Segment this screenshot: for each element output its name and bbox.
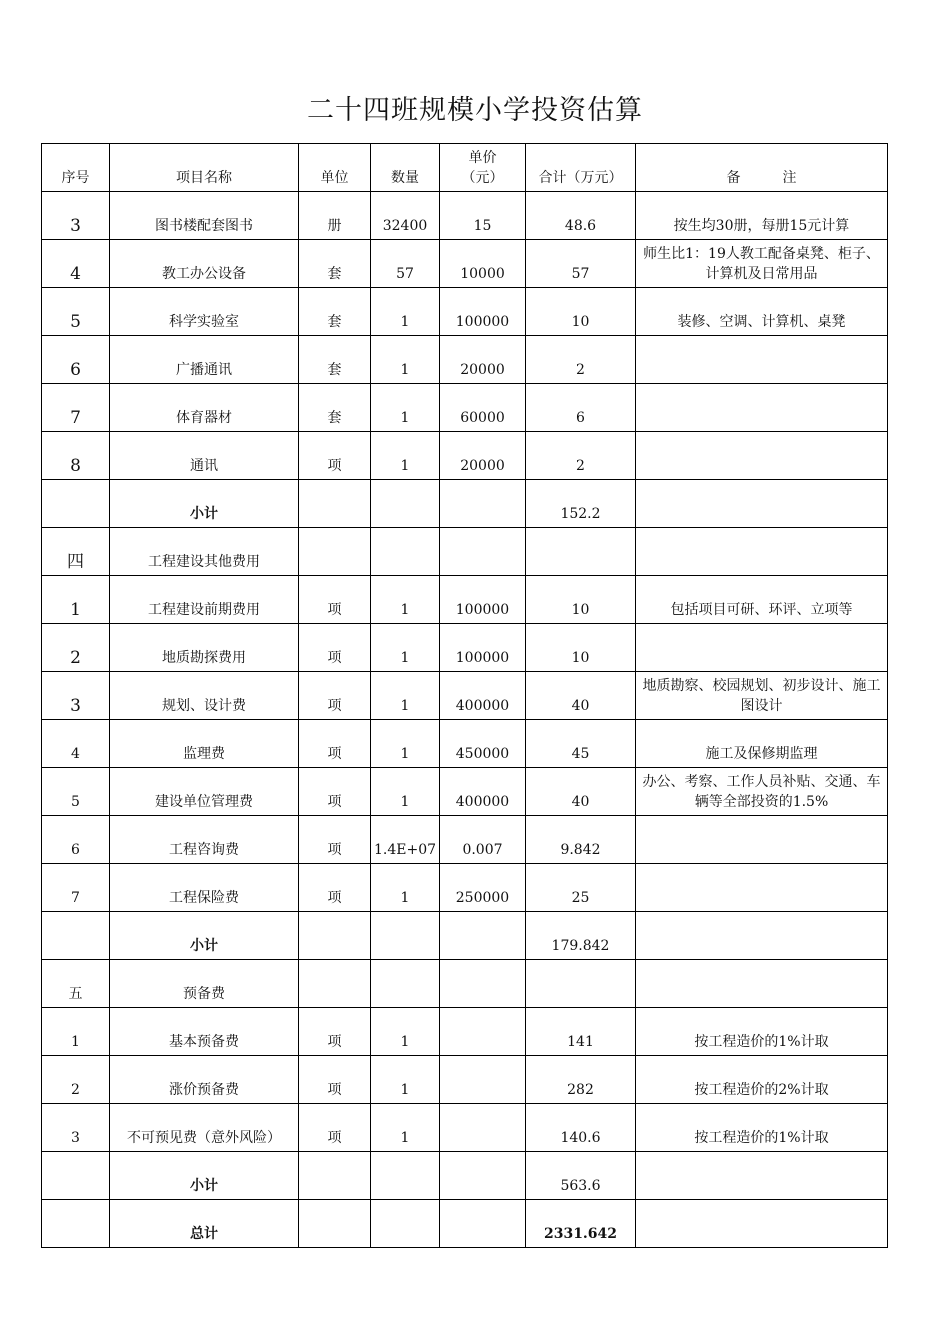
header-price-line2: （元）: [461, 170, 504, 186]
cell-note: 地质勘察、校园规划、初步设计、施工图设计: [636, 672, 888, 720]
cell-seq: 7: [42, 864, 110, 912]
cell-name: 工程建设前期费用: [110, 576, 299, 624]
table-row: [42, 864, 888, 912]
subtotal-row: [42, 480, 888, 528]
table-row: [42, 960, 888, 1008]
cell-name: 建设单位管理费: [110, 768, 299, 816]
cell-seq: 3: [42, 1104, 110, 1152]
cell-price: [440, 912, 526, 960]
table-row: [42, 768, 888, 816]
table-row: [42, 432, 888, 480]
cell-seq: 7: [42, 384, 110, 432]
cell-name: 不可预见费（意外风险）: [110, 1104, 299, 1152]
cell-price: [440, 1104, 526, 1152]
table-row: [42, 528, 888, 576]
cell-seq: 3: [42, 672, 110, 720]
cell-total: 2331.642: [526, 1200, 636, 1248]
cell-total: 140.6: [526, 1104, 636, 1152]
cell-name: 总计: [110, 1200, 299, 1248]
table-row: [42, 192, 888, 240]
cell-unit: 套: [299, 384, 371, 432]
table-row: [42, 720, 888, 768]
cell-name: 工程咨询费: [110, 816, 299, 864]
table-row: [42, 1104, 888, 1152]
cell-total: 57: [526, 240, 636, 288]
cell-total: 282: [526, 1056, 636, 1104]
cell-price: [440, 480, 526, 528]
cell-seq: [42, 1200, 110, 1248]
cell-unit: 项: [299, 672, 371, 720]
cell-note: 施工及保修期监理: [636, 720, 888, 768]
cell-qty: 1: [371, 672, 440, 720]
cell-unit: 项: [299, 720, 371, 768]
cell-total: [526, 960, 636, 1008]
cell-price: 10000: [440, 240, 526, 288]
header-qty: 数量: [371, 144, 440, 192]
cell-seq: [42, 912, 110, 960]
subtotal-row: [42, 912, 888, 960]
cell-price: 0.007: [440, 816, 526, 864]
cell-note: 办公、考察、工作人员补贴、交通、车辆等全部投资的1.5%: [636, 768, 888, 816]
cell-unit: 项: [299, 624, 371, 672]
cell-total: 10: [526, 624, 636, 672]
cell-price: [440, 1056, 526, 1104]
subtotal-row: [42, 1152, 888, 1200]
header-note: 备 注: [636, 144, 888, 192]
header-seq: 序号: [42, 144, 110, 192]
cell-total: 40: [526, 768, 636, 816]
cell-price: 100000: [440, 288, 526, 336]
cell-name: 小计: [110, 480, 299, 528]
cell-qty: 1: [371, 576, 440, 624]
cell-seq: 6: [42, 336, 110, 384]
cell-name: 工程建设其他费用: [110, 528, 299, 576]
cell-price: 450000: [440, 720, 526, 768]
cell-total: 141: [526, 1008, 636, 1056]
cell-price: 400000: [440, 768, 526, 816]
table-row: [42, 1008, 888, 1056]
cell-total: [526, 528, 636, 576]
cell-name: 图书楼配套图书: [110, 192, 299, 240]
cell-unit: 项: [299, 1104, 371, 1152]
cell-qty: 1: [371, 288, 440, 336]
cell-qty: [371, 960, 440, 1008]
cell-seq: [42, 480, 110, 528]
cell-unit: 项: [299, 768, 371, 816]
cell-seq: 四: [42, 528, 110, 576]
cell-note: [636, 336, 888, 384]
cell-price: [440, 1152, 526, 1200]
cell-unit: 套: [299, 336, 371, 384]
cell-unit: 项: [299, 1008, 371, 1056]
cell-seq: 3: [42, 192, 110, 240]
cell-seq: 4: [42, 720, 110, 768]
cell-qty: 1: [371, 768, 440, 816]
cell-qty: [371, 912, 440, 960]
cell-unit: 册: [299, 192, 371, 240]
cell-total: 9.842: [526, 816, 636, 864]
cell-total: 179.842: [526, 912, 636, 960]
cell-note: 师生比1：19人教工配备桌凳、柜子、计算机及日常用品: [636, 240, 888, 288]
cell-unit: 项: [299, 816, 371, 864]
cell-name: 广播通讯: [110, 336, 299, 384]
cell-note: 按生均30册，每册15元计算: [636, 192, 888, 240]
cell-note: [636, 816, 888, 864]
cell-unit: 项: [299, 864, 371, 912]
cell-name: 预备费: [110, 960, 299, 1008]
cell-note: 按工程造价的1%计取: [636, 1104, 888, 1152]
table-row: [42, 816, 888, 864]
cell-qty: [371, 528, 440, 576]
cell-name: 监理费: [110, 720, 299, 768]
cell-note: [636, 1200, 888, 1248]
cell-note: [636, 480, 888, 528]
cell-price: 400000: [440, 672, 526, 720]
cell-price: 250000: [440, 864, 526, 912]
cell-note: [636, 864, 888, 912]
cell-seq: 8: [42, 432, 110, 480]
cell-name: 工程保险费: [110, 864, 299, 912]
cell-note: [636, 1152, 888, 1200]
cell-seq: 4: [42, 240, 110, 288]
cell-price: 60000: [440, 384, 526, 432]
cell-total: 2: [526, 336, 636, 384]
table-row: [42, 240, 888, 288]
cell-price: 15: [440, 192, 526, 240]
cell-note: [636, 624, 888, 672]
table-row: [42, 624, 888, 672]
cell-name: 小计: [110, 1152, 299, 1200]
cell-unit: 项: [299, 576, 371, 624]
cell-note: [636, 432, 888, 480]
cell-unit: [299, 960, 371, 1008]
cell-price: 20000: [440, 336, 526, 384]
cell-qty: 1: [371, 1008, 440, 1056]
cell-unit: 套: [299, 240, 371, 288]
cell-name: 小计: [110, 912, 299, 960]
cell-name: 涨价预备费: [110, 1056, 299, 1104]
table-row: [42, 576, 888, 624]
cell-qty: 1.4E+07: [371, 816, 440, 864]
cell-price: 20000: [440, 432, 526, 480]
cell-unit: [299, 480, 371, 528]
page-title: 二十四班规模小学投资估算: [307, 95, 643, 126]
cell-note: 包括项目可研、环评、立项等: [636, 576, 888, 624]
header-price: [440, 144, 526, 192]
cell-price: [440, 1200, 526, 1248]
cell-seq: 5: [42, 288, 110, 336]
table-row: [42, 288, 888, 336]
cell-qty: 1: [371, 384, 440, 432]
cell-seq: 2: [42, 1056, 110, 1104]
cell-price: [440, 960, 526, 1008]
cell-total: 40: [526, 672, 636, 720]
cell-total: 10: [526, 288, 636, 336]
table-row: [42, 336, 888, 384]
cell-seq: 2: [42, 624, 110, 672]
cell-total: 6: [526, 384, 636, 432]
cell-qty: 1: [371, 624, 440, 672]
cell-note: 装修、空调、计算机、桌凳: [636, 288, 888, 336]
cell-name: 规划、设计费: [110, 672, 299, 720]
table-row: [42, 672, 888, 720]
cell-note: [636, 528, 888, 576]
cell-total: 10: [526, 576, 636, 624]
cell-total: 563.6: [526, 1152, 636, 1200]
cell-qty: 57: [371, 240, 440, 288]
cell-seq: 五: [42, 960, 110, 1008]
cell-note: [636, 960, 888, 1008]
table-row: [42, 1056, 888, 1104]
cell-unit: 项: [299, 432, 371, 480]
cell-name: 基本预备费: [110, 1008, 299, 1056]
cell-price: [440, 1008, 526, 1056]
cell-qty: 1: [371, 336, 440, 384]
cell-seq: 1: [42, 576, 110, 624]
cell-total: 152.2: [526, 480, 636, 528]
cell-total: 48.6: [526, 192, 636, 240]
cell-price: 100000: [440, 576, 526, 624]
cell-name: 科学实验室: [110, 288, 299, 336]
cell-seq: 5: [42, 768, 110, 816]
cell-qty: [371, 1152, 440, 1200]
cell-unit: [299, 912, 371, 960]
cell-qty: 32400: [371, 192, 440, 240]
cell-seq: [42, 1152, 110, 1200]
cell-unit: [299, 1152, 371, 1200]
table-header-row: [42, 144, 888, 192]
cell-qty: 1: [371, 1104, 440, 1152]
header-total: 合计（万元）: [526, 144, 636, 192]
cell-total: 25: [526, 864, 636, 912]
cell-qty: 1: [371, 720, 440, 768]
cell-qty: 1: [371, 432, 440, 480]
cell-seq: 6: [42, 816, 110, 864]
cell-unit: [299, 1200, 371, 1248]
cell-note: [636, 912, 888, 960]
investment-table: [41, 143, 888, 1248]
cell-name: 地质勘探费用: [110, 624, 299, 672]
cell-name: 教工办公设备: [110, 240, 299, 288]
cell-seq: 1: [42, 1008, 110, 1056]
cell-qty: [371, 1200, 440, 1248]
cell-price: [440, 528, 526, 576]
cell-qty: 1: [371, 864, 440, 912]
header-unit: 单位: [299, 144, 371, 192]
cell-total: 45: [526, 720, 636, 768]
cell-qty: 1: [371, 1056, 440, 1104]
cell-qty: [371, 480, 440, 528]
cell-price: 100000: [440, 624, 526, 672]
header-price-line1: 单价: [468, 150, 497, 166]
cell-note: 按工程造价的1%计取: [636, 1008, 888, 1056]
cell-note: 按工程造价的2%计取: [636, 1056, 888, 1104]
cell-name: 通讯: [110, 432, 299, 480]
cell-unit: 套: [299, 288, 371, 336]
table-row: [42, 384, 888, 432]
cell-note: [636, 384, 888, 432]
cell-name: 体育器材: [110, 384, 299, 432]
cell-unit: 项: [299, 1056, 371, 1104]
cell-total: 2: [526, 432, 636, 480]
header-name: 项目名称: [110, 144, 299, 192]
grand-total-row: [42, 1200, 888, 1248]
cell-unit: [299, 528, 371, 576]
